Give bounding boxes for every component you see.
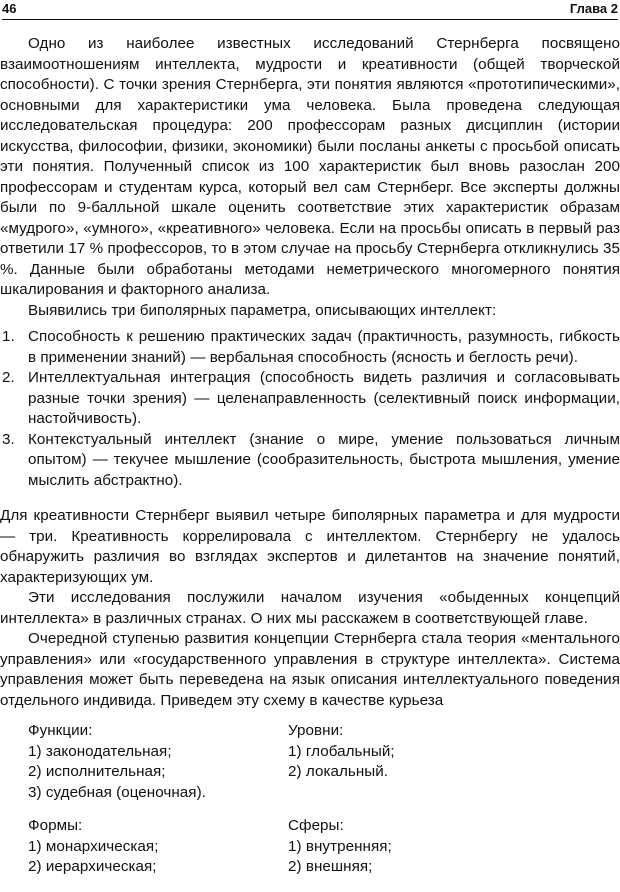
forms-block xyxy=(28,816,206,878)
running-header xyxy=(2,0,618,20)
forms-item: 1) монархическая; xyxy=(28,837,159,855)
forms-title: Формы: xyxy=(28,817,83,834)
list-item xyxy=(0,368,620,430)
scheme-left-column xyxy=(28,721,206,891)
spheres-item: 1) внутренняя; xyxy=(288,837,392,855)
list-item-text: Способность к решению практических задач (практичность, разумность, гибкость в применении знаний) — вербальная способность (ясность и беглость речи). xyxy=(28,328,620,366)
levels-title: Уровни: xyxy=(288,722,344,739)
paragraph-everyday-concepts: Эти исследования послужили началом изучения «обыденных концепций интеллекта» в различных странах. О них мы расскажем в соответствующей главе. xyxy=(0,589,620,627)
list-item xyxy=(0,327,620,368)
body-text xyxy=(0,34,620,875)
paragraph-creativity: Для креативности Стернберг выявил четыре биполярных параметра и для мудрости — три. Креативность коррелировала с интеллектом. Стернбергу не удалось обнаружить различия во взглядах экспертов и дилетантов на значение понятий, характеризующих ум. xyxy=(0,507,620,586)
spheres-title: Сферы: xyxy=(288,817,344,834)
functions-title: Функции: xyxy=(28,722,93,739)
functions-item: 1) законодательная; xyxy=(28,742,172,760)
list-item-text: Контекстуальный интеллект (знание о мире, умение пользоваться личным опытом) — текучее мышление (сообразительность, быстрота мышления, умение мыслить абстрактно). xyxy=(28,430,620,489)
list-item-number: 1. xyxy=(2,328,15,345)
governance-scheme xyxy=(0,721,620,875)
spheres-block xyxy=(288,816,395,878)
levels-spacer xyxy=(288,783,395,804)
chapter-title: Глава 2 xyxy=(569,1,618,16)
levels-item: 1) глобальный; xyxy=(288,742,395,760)
scheme-right-column xyxy=(288,721,395,891)
levels-block xyxy=(288,721,395,803)
paragraph-parameters-intro: Выявились три биполярных параметра, описывающих интеллект: xyxy=(28,301,497,319)
page-number: 46 xyxy=(2,1,17,16)
parameters-list xyxy=(0,327,620,491)
list-item xyxy=(0,430,620,492)
spacer xyxy=(0,497,620,506)
levels-item: 2) локальный. xyxy=(288,763,389,780)
functions-item: 3) судебная (оценочная). xyxy=(28,783,206,801)
list-item-number: 2. xyxy=(2,369,15,386)
list-item-text: Интеллектуальная интеграция (способность видеть различия и согласовывать разные точки зрения) — целенаправленность (селективный поиск информации, настойчивость). xyxy=(28,369,620,427)
forms-item: 2) иерархическая; xyxy=(28,858,157,875)
functions-item: 2) исполнительная; xyxy=(28,763,166,780)
paragraph-mental-self-government: Очередной ступенью развития концепции Стернберга стала теория «ментального управления» или «государственного управления в структуре интеллекта». Система управления может быть переведена на язык описания интеллектуального поведения отдельного индивида. Приведем эту схему в качестве курьеза xyxy=(0,630,620,709)
functions-block xyxy=(28,721,206,803)
paragraph-study-intro: Одно из наиболее известных исследований Стернберга посвящено взаимоотношениям интеллекта, мудрости и креативности (общей творческой способности). С точки зрения Стернберга, эти понятия являются «прототипическими», основными для характеристики ума человека. Была проведена следующая исследовательская процедура: 200 профессорам разных дисциплин (истории искусства, философии, физики, экономики) были посланы анкеты с просьбой описать эти понятия. Полученный список из 100 характеристик был вновь разослан 200 профессорам и студентам курса, который вел сам Стернберг. Все эксперты должны были по 9-балльной шкале оценить соответствие этих характеристик образам «мудрого», «умного», «креативного» человека. Если на просьбы описать в первый раз ответили 17 % профессоров, то в этом случае на просьбу Стернберга откликнулись 35 %. Данные были обработаны методами неметрического многомерного понятия шкалирования и факторного анализа. xyxy=(0,35,620,298)
list-item-number: 3. xyxy=(2,430,15,448)
spheres-item: 2) внешняя; xyxy=(288,858,373,875)
